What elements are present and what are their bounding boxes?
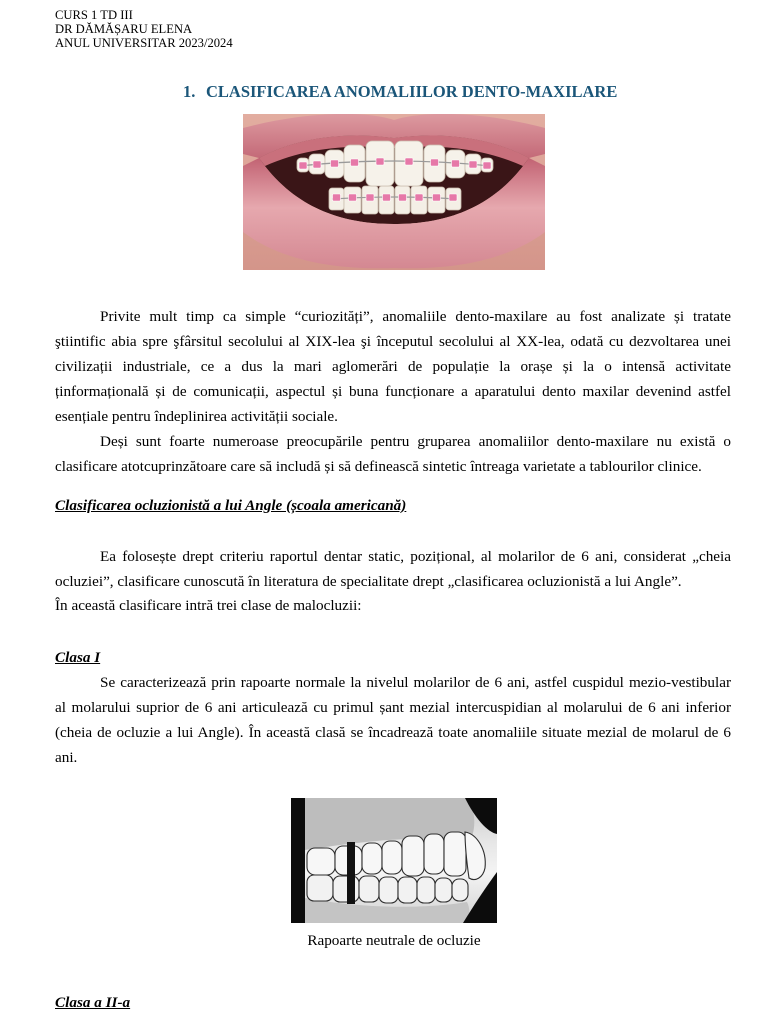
section-number: 1. <box>183 82 196 101</box>
braces-smile-drawing <box>243 114 545 270</box>
section-title <box>183 81 617 103</box>
paragraph-line: ocluziei”, clasificare cunoscută în literatura de specialitate drept „clasificarea ocluzionistă a lui Angle”. <box>55 572 682 590</box>
paragraph-line: Ea folosește drept criteriu raportul dentar static, pozițional, al molarilor de 6 ani, considerat „cheia <box>100 547 731 565</box>
lower-teeth-outline <box>307 875 468 903</box>
paragraph-line: ani. <box>55 748 78 766</box>
paragraph-line: Se caracterizează prin rapoarte normale la nivelul molarilor de 6 ani, astfel cuspidul mezio-vestibular <box>100 673 731 691</box>
paragraph-line: În această clasificare intră trei clase de malocluzii: <box>55 596 362 614</box>
class-1-heading: Clasa I <box>55 648 101 666</box>
section-title-text: CLASIFICAREA ANOMALIILOR DENTO-MAXILARE <box>206 82 618 101</box>
paragraph-line: civilizații industriale, ce a dus la mari aglomerări de populație la orașe și la o intensă activitate <box>55 357 731 375</box>
intro-paragraph <box>55 304 731 429</box>
header-author: DR DĂMĂȘARU ELENA <box>55 22 193 36</box>
header-course: CURS 1 TD III <box>55 8 133 22</box>
paragraph-line: Privite mult timp ca simple “curiozități”, anomaliile dento-maxilare au fost analizate și tratate <box>100 307 731 325</box>
neutral-occlusion-drawing <box>291 798 497 923</box>
occlusion-illustration <box>291 798 497 923</box>
figure-caption: Rapoarte neutrale de ocluzie <box>307 931 481 949</box>
paragraph-line: clasificare atotcuprinzătoare care să includă și să definească sintetic întreaga varietate a tablourilor clinice. <box>55 457 702 475</box>
header-year: ANUL UNIVERSITAR 2023/2024 <box>55 36 233 50</box>
left-black-border <box>291 798 305 923</box>
paragraph-line: ştiintific abia spre şfârsitul secolului al XIX-lea şi începutul secolului al XX-lea, odată cu dezvoltarea unei <box>55 332 731 350</box>
braces-smile-photo <box>243 114 545 270</box>
molar-reference-bar <box>347 842 355 904</box>
course-header <box>55 8 233 50</box>
paragraph-line: esențiale pentru îndeplinirea activității sociale. <box>55 407 338 425</box>
angle-classification-heading: Clasificarea ocluzionistă a lui Angle (școala americană) <box>55 496 407 514</box>
paragraph-line: (cheia de ocluzie a lui Angle). În această clasă se încadrează toate anomaliile situate mezial de molarul de 6 <box>55 723 731 741</box>
classes-intro-paragraph <box>55 593 731 618</box>
class-1-paragraph <box>55 670 731 770</box>
paragraph-line: ținformațională și de comunicații, aspectul și buna funcționare a aparatului dento maxilar devenind astfel <box>55 382 731 400</box>
paragraph-line: al molarului suprior de 6 ani articulează cu primul șant mezial intercuspidian al molarului de 6 ani inferior <box>55 698 731 716</box>
angle-intro-paragraph <box>55 544 731 594</box>
class-2-heading: Clasa a II-a <box>55 993 131 1011</box>
classification-paragraph <box>55 429 731 479</box>
paragraph-line: Deși sunt foarte numeroase preocupările pentru gruparea anomaliilor dento-maxilare nu există o <box>100 432 731 450</box>
